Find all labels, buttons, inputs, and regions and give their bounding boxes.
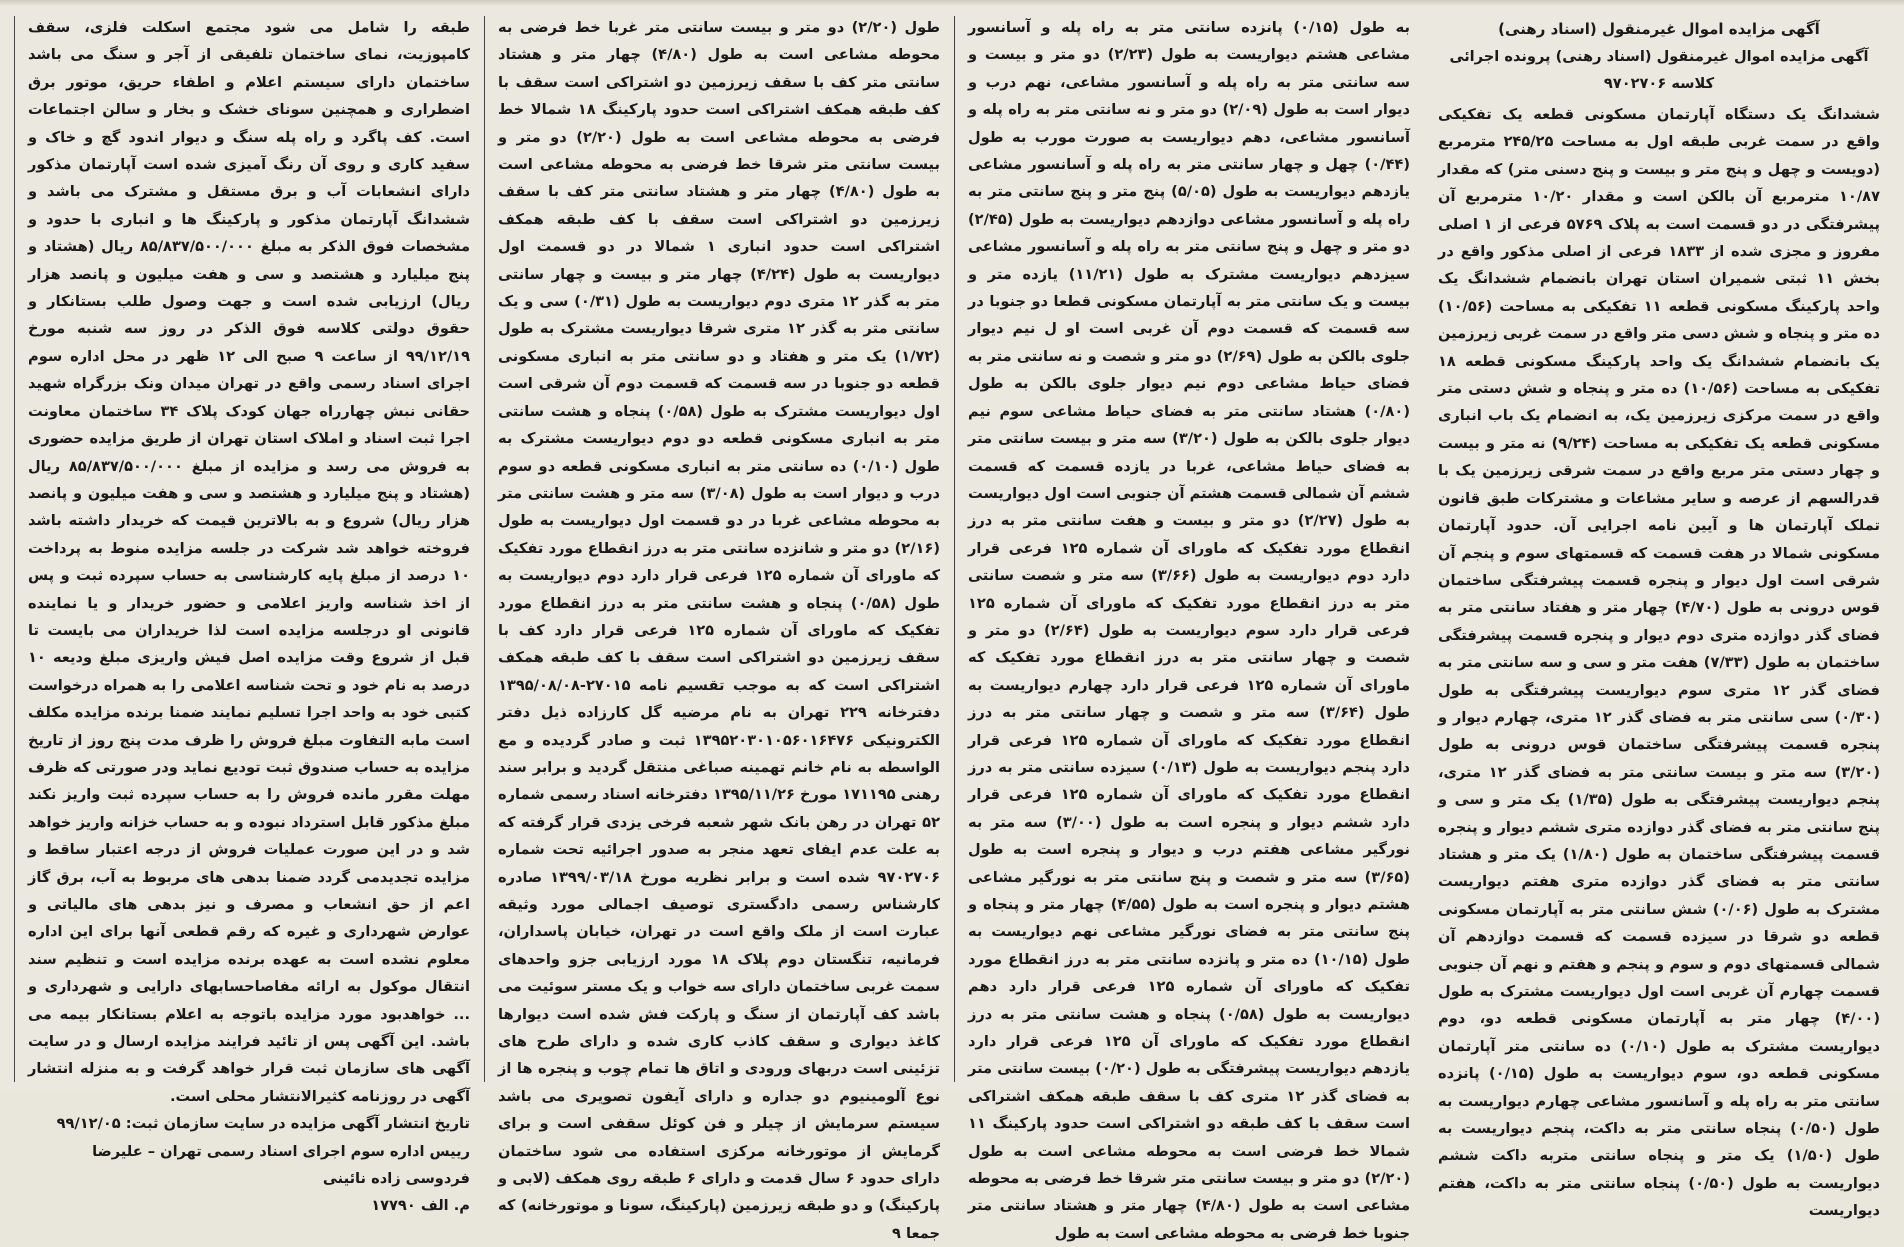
column-3	[484, 10, 954, 1242]
notice-footer	[28, 1110, 470, 1220]
notice-title: آگهی مزایده اموال غیرمنقول (اسناد رهنی)	[1498, 20, 1820, 38]
notice-header	[1438, 16, 1880, 97]
column-divider	[954, 16, 955, 1082]
column-divider	[14, 16, 15, 1082]
column-2-text: به طول (۰/۱۵) پانزده سانتی متر به راه پله و آسانسور مشاعی هشتم دیواریست به طول (۲/۲۳) دو متر و بیست و سه سانتی متر به راه پله و آسانسور مشاعی، نهم درب و دیوار است به طول (۲/۰۹) دو متر و نه سانتی متر به راه پله و آسانسور مشاعی، دهم دیواریست به صورت مورب به طول (۰/۴۴) چهل و چهار سانتی متر به راه پله و آسانسور مشاعی یازدهم دیواریست به طول (۵/۰۵) پنج متر و پنج سانتی متر به راه پله و آسانسور مشاعی دوازدهم دیواریست به طول (۲/۴۵) دو متر و چهل و پنج سانتی متر به راه پله و آسانسور مشاعی سیزدهم دیواریست مشترک به طول (۱۱/۲۱) یازده متر و بیست و یک سانتی متر به آپارتمان مسکونی قطعا دو جنوبا در سه قسمت که قسمت دوم آن غربی است او ل نیم دیوار جلوی بالکن به طول (۲/۶۹) دو متر و شصت و نه سانتی متر به فضای حیاط مشاعی دوم نیم دیوار جلوی بالکن به طول (۰/۸۰) هشتاد سانتی متر به فضای حیاط مشاعی سوم نیم دیوار جلوی بالکن به طول (۳/۲۰) سه متر و بیست سانتی متر به فضای حیاط مشاعی، غربا در یازده قسمت که قسمت ششم آن شمالی قسمت هشتم آن جنوبی است اول دیواریست به طول (۲/۲۷) دو متر و بیست و هفت سانتی متر به درز انقطاع مورد تفکیک که ماورای آن شماره ۱۲۵ فرعی قرار دارد دوم دیواریست به طول (۳/۶۶) سه متر و شصت سانتی متر به درز انقطاع مورد تفکیک که ماورای آن شماره ۱۲۵ فرعی قرار دارد سوم دیواریست به طول (۲/۶۴) دو متر و شصت و چهار سانتی متر به درز انقطاع مورد تفکیک که ماورای آن شماره ۱۲۵ فرعی قرار دارد چهارم دیواریست به طول (۳/۶۴) سه متر و شصت و چهار سانتی متر به درز انقطاع مورد تفکیک که ماورای آن شماره ۱۲۵ فرعی قرار دارد پنجم دیواریست به طول (۰/۱۳) سیزده سانتی متر به درز انقطاع مورد تفکیک که ماورای آن شماره ۱۲۵ فرعی قرار دارد ششم دیوار و پنجره است به طول (۳/۰۰) سه متر به نورگیر مشاعی هفتم درب و دیوار و پنجره است به طول (۳/۶۵) سه متر و شصت و پنج سانتی متر به نورگیر مشاعی هشتم دیوار و پنجره است به طول (۴/۵۵) چهار متر و پنجاه و پنج سانتی متر به فضای نورگیر مشاعی نهم دیواریست به طول (۱۰/۱۵) ده متر و پانزده سانتی متر به درز انقطاع مورد تفکیک که ماورای آن شماره ۱۲۵ فرعی قرار دارد دهم دیواریست به طول (۰/۵۸) پنجاه و هشت سانتی متر به درز انقطاع مورد تفکیک که ماورای آن ۱۲۵ فرعی قرار دارد یازدهم دیواریست پیشرفتگی به طول (۰/۲۰) بیست سانتی متر به فضای گذر ۱۲ متری کف با سقف طبقه همکف اشتراکی است سقف با کف طبقه دو اشتراکی است حدود پارکینگ ۱۱ شمالا خط فرضی است به محوطه مشاعی است به طول (۲/۲۰) دو متر و بیست سانتی متر شرقا خط فرضی به محوطه مشاعی است به طول (۴/۸۰) چهار متر و هشتاد سانتی متر جنوبا خط فرضی به محوطه مشاعی است به طول	[968, 19, 1411, 1242]
column-1-text: ششدانگ یک دستگاه آپارتمان مسکونی قطعه یک تفکیکی واقع در سمت غربی طبقه اول به مساحت ۲۴۵/۲۵ مترمربع (دویست و چهل و پنج متر و بیست و پنج دسنی متر) که مقدار ۱۰/۸۷ مترمربع آن بالکن است و مقدار ۱۰/۲۰ مترمربع آن پیشرفتگی در دو قسمت است به پلاک ۵۷۶۹ فرعی از ۱ اصلی مفروز و مجزی شده از ۱۸۳۳ فرعی از اصلی مذکور واقع در بخش ۱۱ ثبتی شمیران استان تهران بانضمام ششدانگ یک واحد پارکینگ مسکونی قطعه ۱۱ تفکیکی به مساحت (۱۰/۵۶) ده متر و پنجاه و شش دسی متر واقع در سمت غربی زیرزمین یک بانضمام ششدانگ یک واحد پارکینگ مسکونی قطعه ۱۸ تفکیکی به مساحت (۱۰/۵۶) ده متر و پنجاه و شش دستی متر واقع در سمت مرکزی زیرزمین یک، به انضمام یک باب انباری مسکونی قطعه یک تفکیکی به مساحت (۹/۲۴) نه متر و بیست و چهار دستی متر مربع واقع در سمت شرقی زیرزمین یک با قدرالسهم از عرصه و سایر مشاعات و مشترکات طبق قانون تملک آپارتمان ها و آیین نامه اجرایی آن. حدود آپارتمان مسکونی شمالا در هفت قسمت که قسمتهای سوم و پنجم آن شرقی است اول دیوار و پنجره قسمت پیشرفتگی ساختمان قوس درونی به طول (۴/۷۰) چهار متر و هفتاد سانتی متر به فضای گذر دوازده متری دوم دیوار و پنجره قسمت پیشرفتگی ساختمان به طول (۷/۳۳) هفت متر و سی و سه سانتی متر به فضای گذر ۱۲ متری سوم دیواریست پیشرفتگی به طول (۰/۳۰) سی سانتی متر به فضای گذر ۱۲ متری، چهارم دیوار و پنجره قسمت پیشرفتگی ساختمان قوس درونی به طول (۳/۲۰) سه متر و بیست سانتی متر به فضای گذر ۱۲ متری، پنجم دیواریست پیشرفتگی به طول (۱/۳۵) یک متر و سی و پنج سانتی متر به فضای گذر دوازده متری ششم دیوار و پنجره قسمت پیشرفتگی ساختمان به طول (۱/۸۰) یک متر و هشتاد سانتی متر به فضای گذر دوازده متری هفتم دیواریست مشترک به طول (۰/۰۶) شش سانتی متر به آپارتمان مسکونی قطعه دو شرقا در سیزده قسمت که قسمت دوازدهم آن شمالی قسمتهای دوم و سوم و پنجم و هفتم و نهم آن جنوبی قسمت چهارم آن غربی است اول دیواریست مشترک به طول (۴/۰۰) چهار متر به آپارتمان مسکونی قطعه دو، دوم دیواریست مشترک به طول (۰/۱۰) ده سانتی متر آپارتمان مسکونی قطعه دو، سوم دیواریست به طول (۰/۱۵) پانزده سانتی متر به راه پله و آسانسور مشاعی چهارم دیواریست به طول (۰/۵۰) پنجاه سانتی متر به داکت، پنجم دیواریست به طول (۱/۵۰) یک متر و پنجاه سانتی متربه داکت ششم دیواریست به طول (۰/۵۰) پنجاه سانتی متر به داکت، هفتم دیواریست	[1438, 106, 1881, 1220]
notice-columns	[14, 10, 1894, 1242]
reference-number: م. الف ۱۷۷۹۰	[371, 1197, 470, 1215]
column-divider	[484, 16, 485, 1082]
column-4-text: طبقه را شامل می شود مجتمع اسکلت فلزی، سقف کامپوزیت، نمای ساختمان تلفیقی از آجر و سنگ می باشد ساختمان دارای سیستم اعلام و اطفاء حریق، موتور برق اضطراری و همچنین سونای خشک و بخار و سالن اجتماعات است. کف پاگرد و راه پله سنگ و دیوار اندود گچ و خاک و سفید کاری و روی آن رنگ آمیزی شده است آپارتمان مذکور دارای انشعابات آب و برق مستقل و مشترک می باشد و ششدانگ آپارتمان مذکور و پارکینگ ها و انباری با حدود و مشخصات فوق الذکر به مبلغ ۸۵/۸۳۷/۵۰۰/۰۰۰ ریال (هشتاد و پنج میلیارد و هشتصد و سی و هفت میلیون و پانصد هزار ریال) ارزیابی شده است و جهت وصول طلب بستانکار و حقوق دولتی کلاسه فوق الذکر در روز سه شنبه مورخ ۹۹/۱۲/۱۹ از ساعت ۹ صبح الی ۱۲ ظهر در محل اداره سوم اجرای اسناد رسمی واقع در تهران میدان ونک بزرگراه شهید حقانی نبش چهارراه جهان کودک پلاک ۳۴ ساختمان معاونت اجرا ثبت اسناد و املاک استان تهران از طریق مزایده حضوری به فروش می رسد و مزایده از مبلغ ۸۵/۸۳۷/۵۰۰/۰۰۰ ریال (هشتاد و پنج میلیارد و هشتصد و سی و هفت میلیون و پانصد هزار ریال) شروع و به بالاترین قیمت که خریدار داشته باشد فروخته خواهد شد شرکت در جلسه مزایده منوط به پرداخت ۱۰ درصد از مبلغ پایه کارشناسی به حساب سپرده ثبت و پس از اخذ شناسه واریز اعلامی و حضور خریدار و یا نماینده قانونی او درجلسه مزایده است لذا خریداران می بایست تا قبل از شروع وقت مزایده اصل فیش واریزی مبلغ ودیعه ۱۰ درصد به نام خود و تحت شناسه اعلامی را به همراه درخواست کتبی خود به واحد اجرا تسلیم نمایند ضمنا برنده مزایده مکلف است مابه التفاوت مبلغ فروش را ظرف مدت پنج روز از تاریخ مزایده به حساب صندوق ثبت تودیع نماید ودر صورتی که ظرف مهلت مقرر مانده فروش را به حساب سپرده ثبت واریز نکند مبلغ مذکور قابل استرداد نبوده و به حساب خزانه واریز خواهد شد و در این صورت عملیات فروش از درجه اعتبار ساقط و مزایده تجدیدمی گردد ضمنا بدهی های مربوط به آب، برق گاز اعم از حق انشعاب و مصرف و نیز بدهی های مالیاتی و عوارض شهرداری و غیره که رقم قطعی آنها برای این اداره معلوم نشده است به عهده برنده مزایده است و تنظیم سند انتقال موکول به ارائه مفاصاحسابهای دارایی و شهرداری و ... خواهدبود مورد مزایده باتوجه به اعلام بستانکار بیمه می باشد. این آگهی پس از تائید فرایند مزایده ارسال و در سایت آگهی های سازمان ثبت قرار خواهد گرفت و به منزله انتشار آگهی در روزنامه کثیرالانتشار محلی است.	[28, 19, 470, 1105]
signatory: رییس اداره سوم اجرای اسناد رسمی تهران – علیرضا فردوسی زاده نائینی	[92, 1142, 470, 1188]
case-number: کلاسه ۹۷۰۲۷۰۶	[1603, 75, 1715, 92]
publication-date: تاریخ انتشار آگهی مزایده در سایت سازمان ثبت: ۹۹/۱۲/۰۵	[56, 1115, 470, 1133]
page-top-edge	[0, 0, 1904, 6]
column-1	[1424, 10, 1894, 1220]
column-2	[954, 10, 1424, 1242]
notice-subtitle: آگهی مزایده اموال غیرمنقول (اسناد رهنی) پرونده اجرائی	[1449, 48, 1869, 65]
column-4	[14, 10, 484, 1215]
column-3-text: طول (۲/۲۰) دو متر و بیست سانتی متر غربا خط فرضی به محوطه مشاعی است به طول (۴/۸۰) چهار متر و هشتاد سانتی متر کف با سقف زیرزمین دو اشتراکی است سقف با کف طبقه همکف اشتراکی است حدود پارکینگ ۱۸ شمالا خط فرضی به محوطه مشاعی است به طول (۲/۲۰) دو متر و بیست سانتی متر شرقا خط فرضی به محوطه مشاعی است به طول (۴/۸۰) چهار متر و هشتاد سانتی متر کف با سقف زیرزمین دو اشتراکی است سقف با کف طبقه همکف اشتراکی است حدود انباری ۱ شمالا در دو قسمت اول دیواریست به طول (۴/۲۴) چهار متر و بیست و چهار سانتی متر به گذر ۱۲ متری دوم دیواریست به طول (۰/۳۱) سی و یک سانتی متر به گذر ۱۲ متری شرقا دیواریست مشترک به طول (۱/۷۲) یک متر و هفتاد و دو سانتی متر به انباری مسکونی قطعه دو جنوبا در سه قسمت که قسمت دوم آن شرقی است اول دیواریست مشترک به طول (۰/۵۸) پنجاه و هشت سانتی متر به انباری مسکونی قطعه دو دوم دیواریست مشترک به طول (۰/۱۰) ده سانتی متر به انباری مسکونی قطعه دو سوم درب و دیوار است به طول (۳/۰۸) سه متر و هشت سانتی متر به محوطه مشاعی غربا در دو قسمت اول دیواریست به طول (۲/۱۶) دو متر و شانزده سانتی متر به درز انقطاع مورد تفکیک که ماورای آن شماره ۱۲۵ فرعی قرار دارد دوم دیواریست به طول (۰/۵۸) پنجاه و هشت سانتی متر به درز انقطاع مورد تفکیک که ماورای آن شماره ۱۲۵ فرعی قرار دارد کف با سقف زیرزمین دو اشتراکی است سقف با کف طبقه همکف اشتراکی است که به موجب تقسیم نامه ۲۷۰۱۵-۱۳۹۵/۰۸/۰۸ دفترخانه ۲۲۹ تهران به نام مرضیه گل کارزاده ذیل دفتر الکترونیکی ۱۳۹۵۲۰۳۰۱۰۵۶۰۱۶۴۷۶ ثبت و صادر گردیده و مع الواسطه به نام خانم تهمینه صباغی منتقل گردید و برابر سند رهنی ۱۷۱۱۹۵ مورخ ۱۳۹۵/۱۱/۲۶ دفترخانه اسناد رسمی شماره ۵۲ تهران در رهن بانک شهر شعبه فرخی یزدی قرار گرفته که به علت عدم ایفای تعهد منجر به صدور اجرائیه تحت شماره ۹۷۰۲۷۰۶ شده است و برابر نظریه مورخ ۱۳۹۹/۰۳/۱۸ صادره کارشناس رسمی دادگستری توصیف اجمالی مورد وثیقه عبارت است از ملک واقع است در تهران، خیابان پاسداران، فرمانیه، تنگستان دوم پلاک ۱۸ مورد ارزیابی جزو واحدهای سمت غربی ساختمان دارای سه خواب و یک مستر سوئیت می باشد کف آپارتمان از سنگ و پارکت فش شده است دیوارها کاغذ دیواری و سقف کاذب کاری شده و دارای طرح های تزئینی است دربهای ورودی و اتاق ها تمام چوب و پنجره ها از نوع آلومینیوم دو جداره و دارای آیفون تصویری می باشد سیستم سرمایش از چیلر و فن کوئل سقفی است و برای گرمایش از موتورخانه مرکزی استفاده می شود ساختمان دارای حدود ۶ سال قدمت و دارای ۶ طبقه روی همکف (لابی و پارکینگ) و دو طبقه زیرزمین (پارکینگ، سونا و موتورخانه) که جمعا ۹	[498, 19, 941, 1242]
